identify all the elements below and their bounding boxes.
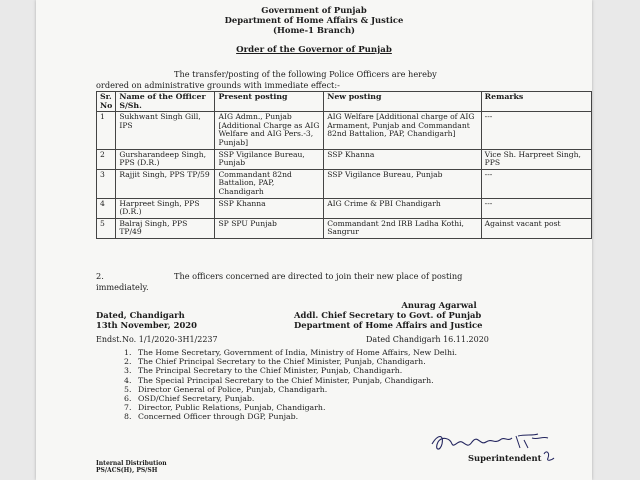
cell-name: Harpreet Singh, PPS (D.R.) bbox=[116, 198, 215, 218]
list-item-number: 2. bbox=[124, 357, 132, 367]
dated-date: 13th November, 2020 bbox=[96, 320, 197, 330]
cell-name: Balraj Singh, PPS TP/49 bbox=[116, 218, 215, 238]
list-item bbox=[124, 394, 594, 403]
signatory-designation: Addl. Chief Secretary to Govt. of Punjab bbox=[294, 310, 482, 320]
cell-new: AIG Crime & PBI Chandigarh bbox=[324, 198, 481, 218]
col-header-sr: Sr. No bbox=[97, 92, 116, 112]
cell-sr: 5 bbox=[97, 218, 116, 238]
list-item-number: 3. bbox=[124, 366, 132, 376]
list-item-text: Director, Public Relations, Punjab, Chandigarh. bbox=[138, 403, 326, 413]
dated-place: Dated, Chandigarh bbox=[96, 310, 185, 320]
list-item-number: 6. bbox=[124, 394, 132, 404]
table-header-row bbox=[97, 92, 592, 112]
document-page bbox=[36, 0, 592, 480]
order-title: Order of the Governor of Punjab bbox=[236, 45, 392, 55]
cell-remarks: --- bbox=[481, 112, 591, 149]
cell-new: SSP Khanna bbox=[324, 149, 481, 169]
list-item-text: OSD/Chief Secretary, Punjab. bbox=[138, 394, 255, 404]
list-item bbox=[124, 412, 594, 421]
cell-sr: 3 bbox=[97, 169, 116, 198]
col-header-present: Present posting bbox=[215, 92, 324, 112]
cell-name: Gursharandeep Singh, PPS (D.R.) bbox=[116, 149, 215, 169]
cell-remarks: Against vacant post bbox=[481, 218, 591, 238]
signatory-name: Anurag Agarwal bbox=[401, 300, 477, 310]
list-item-text: The Principal Secretary to the Chief Minister, Punjab, Chandigarh. bbox=[138, 366, 403, 376]
intro-line-2: ordered on administrative grounds with immediate effect:- bbox=[96, 80, 340, 90]
table-row bbox=[97, 169, 592, 198]
list-item-number: 8. bbox=[124, 412, 132, 422]
para2-line-1: The officers concerned are directed to join their new place of posting bbox=[174, 271, 463, 281]
list-item-text: The Chief Principal Secretary to the Chief Minister, Punjab, Chandigarh. bbox=[138, 357, 426, 367]
col-header-remarks: Remarks bbox=[481, 92, 591, 112]
endorsement-number: Endst.No. 1/1/2020-3H1/2237 bbox=[96, 335, 218, 344]
list-item-number: 4. bbox=[124, 375, 132, 385]
cell-present: SP SPU Punjab bbox=[215, 218, 324, 238]
cell-new: SSP Vigilance Bureau, Punjab bbox=[324, 169, 481, 198]
header-department: Department of Home Affairs & Justice bbox=[224, 15, 404, 25]
posting-table bbox=[96, 91, 592, 239]
list-item bbox=[124, 403, 594, 412]
list-item bbox=[124, 385, 594, 394]
endorsement-date: Dated Chandigarh 16.11.2020 bbox=[366, 335, 489, 344]
list-item-number: 1. bbox=[124, 348, 132, 357]
cell-sr: 2 bbox=[97, 149, 116, 169]
cell-present: Commandant 82nd Battalion, PAP, Chandigarh bbox=[215, 169, 324, 198]
list-item-number: 7. bbox=[124, 403, 132, 413]
list-item bbox=[124, 357, 594, 366]
signatory-department: Department of Home Affairs and Justice bbox=[294, 320, 483, 330]
intro-line-1: The transfer/posting of the following Police Officers are hereby bbox=[174, 69, 437, 79]
cell-sr: 1 bbox=[97, 112, 116, 149]
cell-present: AIG Admn., Punjab [Additional Charge as AIG Welfare and AIG Pers.-3, Punjab] bbox=[215, 112, 324, 149]
internal-distribution: Internal Distribution bbox=[96, 460, 167, 467]
para2-line-2: immediately. bbox=[96, 282, 149, 292]
superintendent-label: Superintendent bbox=[468, 453, 542, 463]
list-item-text: Concerned Officer through DGP, Punjab. bbox=[138, 412, 299, 422]
list-item-number: 5. bbox=[124, 384, 132, 394]
table-row bbox=[97, 112, 592, 149]
cell-sr: 4 bbox=[97, 198, 116, 218]
cell-remarks: --- bbox=[481, 198, 591, 218]
list-item-text: Director General of Police, Punjab, Chandigarh. bbox=[138, 384, 328, 394]
cell-present: SSP Vigilance Bureau, Punjab bbox=[215, 149, 324, 169]
cell-new: Commandant 2nd IRB Ladha Kothi, Sangrur bbox=[324, 218, 481, 238]
table-row bbox=[97, 218, 592, 238]
table-row bbox=[97, 198, 592, 218]
header-government: Government of Punjab bbox=[261, 5, 367, 15]
list-item bbox=[124, 348, 594, 357]
header bbox=[36, 5, 592, 35]
cell-name: Sukhwant Singh Gill, IPS bbox=[116, 112, 215, 149]
internal-recipients: PS/ACS(H), PS/SH bbox=[96, 467, 158, 474]
list-item-text: The Home Secretary, Government of India, Ministry of Home Affairs, New Delhi. bbox=[138, 348, 457, 357]
list-item-text: The Special Principal Secretary to the Chief Minister, Punjab, Chandigarh. bbox=[138, 375, 434, 385]
list-item bbox=[124, 366, 594, 375]
col-header-name: Name of the Officer S/Sh. bbox=[116, 92, 215, 112]
cell-remarks: Vice Sh. Harpreet Singh, PPS bbox=[481, 149, 591, 169]
cell-remarks: --- bbox=[481, 169, 591, 198]
list-item bbox=[124, 376, 594, 385]
cell-present: SSP Khanna bbox=[215, 198, 324, 218]
distribution-list bbox=[124, 348, 594, 422]
cell-name: Rajjit Singh, PPS TP/59 bbox=[116, 169, 215, 198]
header-branch: (Home-1 Branch) bbox=[272, 25, 356, 35]
cell-new: AIG Welfare [Additional charge of AIG Armament, Punjab and Commandant 82nd Battalion, PAP, Chandigarh] bbox=[324, 112, 481, 149]
table-row bbox=[97, 149, 592, 169]
para2-number: 2. bbox=[96, 271, 104, 281]
col-header-new: New posting bbox=[324, 92, 481, 112]
